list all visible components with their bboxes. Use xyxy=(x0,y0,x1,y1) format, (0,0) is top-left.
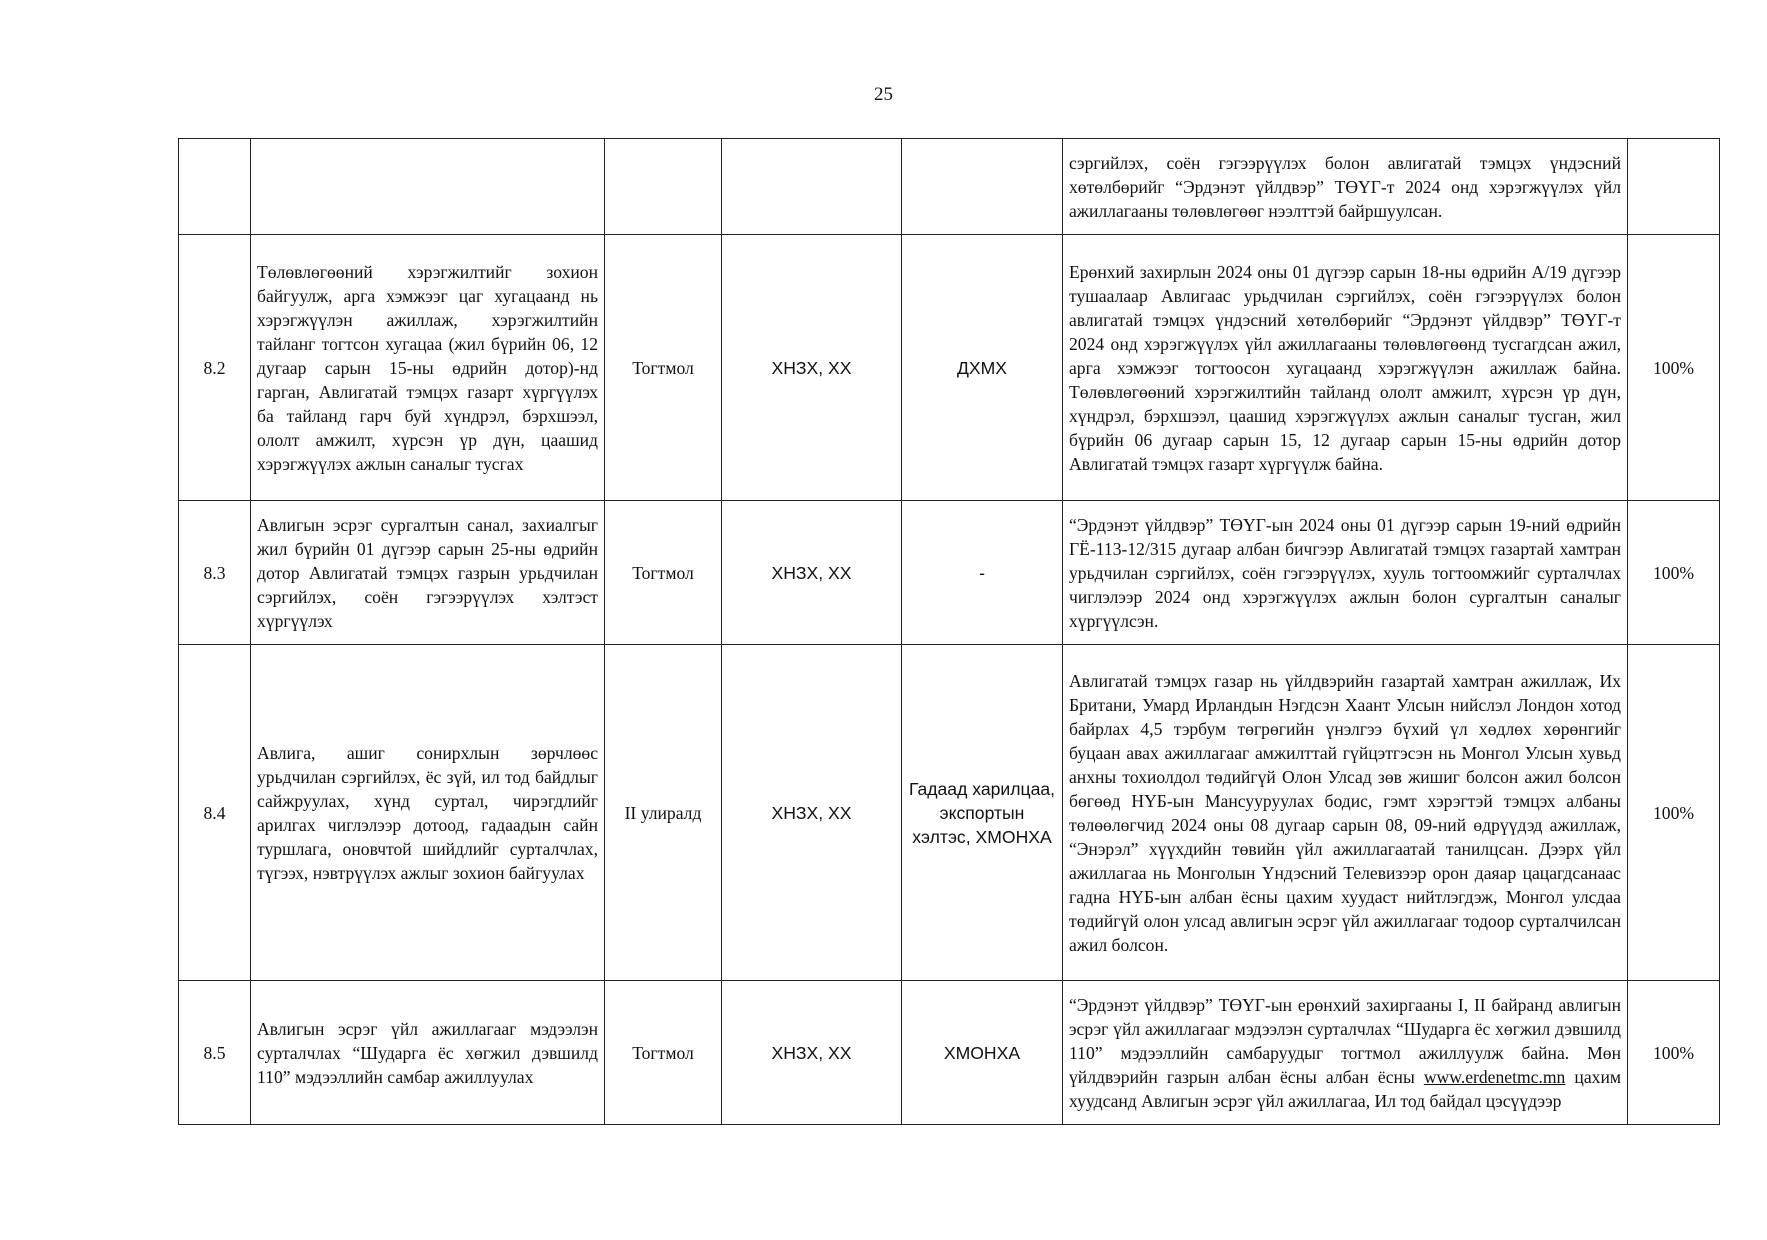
partner-cell: - xyxy=(902,501,1063,645)
row-number: 8.2 xyxy=(179,235,251,501)
responsible-cell xyxy=(722,139,902,235)
frequency-cell: Тогтмол xyxy=(605,235,722,501)
row-number: 8.4 xyxy=(179,645,251,981)
percent-cell: 100% xyxy=(1628,981,1720,1125)
percent-cell: 100% xyxy=(1628,645,1720,981)
percent-cell: 100% xyxy=(1628,501,1720,645)
result-cell xyxy=(1063,981,1628,1125)
task-cell: Авлига, ашиг сонирхлын зөрчлөөс урьдчилан сэргийлэх, ёс зүй, ил тод байдлыг сайжруулах, хүнд суртал, чирэгдлийг арилгах чиглэлээр дотоод, гадаадын сайн туршлага, оновчтой шийдлийг сурталчлах, түгээх, нэвтрүүлэх ажлыг зохион байгуулах xyxy=(251,645,605,981)
responsible-cell: ХНЗХ, ХХ xyxy=(722,235,902,501)
responsible-cell: ХНЗХ, ХХ xyxy=(722,501,902,645)
responsible-cell: ХНЗХ, ХХ xyxy=(722,981,902,1125)
partner-cell: ХМОНХА xyxy=(902,981,1063,1125)
frequency-cell: Тогтмол xyxy=(605,981,722,1125)
result-cell: Ерөнхий захирлын 2024 оны 01 дүгээр сарын 18-ны өдрийн А/19 дүгээр тушаалаар Авлигаас урьдчилан сэргийлэх, соён гэгээрүүлэх болон авлигатай тэмцэх үндэсний хөтөлбөрийг “Эрдэнэт үйлдвэр” ТӨҮГ-т 2024 онд хэрэгжүүлэх үйл ажиллагааны төлөвлөгөөнд тусгагдсан ажил, арга хэмжээг тогтоосон хугацаанд хэрэгжүүлэн ажиллаж байна. Төлөвлөгөөний хэрэгжилтийн тайланд ололт амжилт, хүрсэн үр дүн, хүндрэл, бэрхшээл, цаашид хэрэгжүүлэх ажлын саналыг тусган, жил бүрийн 06 дугаар сарын 15, 12 дугаар сарын 15-ны өдрийн дотор Авлигатай тэмцэх газарт хүргүүлж байна. xyxy=(1063,235,1628,501)
result-text: “Эрдэнэт үйлдвэр” ТӨҮГ-ын ерөнхий захиргааны I, II байранд авлигын эсрэг үйл ажиллагааг мэдээлэн сурталчлах “Шударга ёс хөгжил дэвшилд 110” мэдээллийн самбаруудыг тогтмол ажиллуулж байна. Мөн үйлдвэрийн газрын албан ёсны албан ёсны xyxy=(1069,994,1621,1087)
result-text-cont: цахим хуудсанд Авлигын эсрэг үйл ажиллагаа, Ил тод байдал цэсүүдээр xyxy=(1069,1066,1622,1111)
frequency-cell xyxy=(605,139,722,235)
partner-cell: ДХМХ xyxy=(902,235,1063,501)
task-cell xyxy=(251,139,605,235)
table-row-8-4 xyxy=(179,645,1720,981)
table-row-continuation xyxy=(179,139,1720,235)
partner-cell xyxy=(902,139,1063,235)
frequency-cell: Тогтмол xyxy=(605,501,722,645)
partner-cell: Гадаад харилцаа, экспортын хэлтэс, ХМОНХА xyxy=(902,645,1063,981)
row-number: 8.3 xyxy=(179,501,251,645)
page-number: 25 xyxy=(874,84,893,105)
row-number xyxy=(179,139,251,235)
task-cell: Авлигын эсрэг үйл ажиллагааг мэдээлэн сурталчлах “Шударга ёс хөгжил дэвшилд 110” мэдээллийн самбар ажиллуулах xyxy=(251,981,605,1125)
task-cell: Авлигын эсрэг сургалтын санал, захиалгыг жил бүрийн 01 дүгээр сарын 25-ны өдрийн дотор Авлигатай тэмцэх газрын урьдчилан сэргийлэх, соён гэгээрүүлэх хэлтэст хүргүүлэх xyxy=(251,501,605,645)
result-cell: Авлигатай тэмцэх газар нь үйлдвэрийн газартай хамтран ажиллаж, Их Британи, Умард Ирландын Нэгдсэн Хаант Улсын нийслэл Лондон хотод байрлах 4,5 тэрбум төгрөгийн үнэлгээ бүхий үл хөдлөх хөрөнгийг буцаан авах ажиллагааг амжилттай гүйцэтгэсэн нь Монгол Улсын хувьд анхны тохиолдол төдийгүй Олон Улсад зөв жишиг болсон ажил болсон бөгөөд НҮБ-ын Мансууруулах бодис, гэмт хэрэгтэй тэмцэх албаны төлөөлөгчид 2024 оны 08 дугаар сарын 08, 09-ний өдрүүдэд ажиллаж, “Энэрэл” хүүхдийн төвийн үйл ажиллагаатай танилцсан. Дээрх үйл ажиллагаа нь Монголын Үндэсний Телевизээр орон даяар цацагдсанаас гадна НҮБ-ын албан ёсны цахим хуудаст нийтлэгдэж, Монгол улсдаа төдийгүй олон улсад авлигын эсрэг үйл ажиллагааг тодоор сурталчилсан ажил болсон. xyxy=(1063,645,1628,981)
table-row-8-5 xyxy=(179,981,1720,1125)
row-number: 8.5 xyxy=(179,981,251,1125)
result-cell: сэргийлэх, соён гэгээрүүлэх болон авлигатай тэмцэх үндэсний хөтөлбөрийг “Эрдэнэт үйлдвэр” ТӨҮГ-т 2024 онд хэрэгжүүлэх үйл ажиллагааны төлөвлөгөөг нээлттэй байршуулсан. xyxy=(1063,139,1628,235)
website-link[interactable]: www.erdenetmc.mn xyxy=(1423,1066,1566,1087)
percent-cell: 100% xyxy=(1628,235,1720,501)
activity-table xyxy=(178,138,1720,1125)
table-row-8-3 xyxy=(179,501,1720,645)
responsible-cell: ХНЗХ, ХХ xyxy=(722,645,902,981)
frequency-cell: II улиралд xyxy=(605,645,722,981)
table-row-8-2 xyxy=(179,235,1720,501)
percent-cell xyxy=(1628,139,1720,235)
task-cell: Төлөвлөгөөний хэрэгжилтийг зохион байгуулж, арга хэмжээг цаг хугацаанд нь хэрэгжүүлэн ажиллаж, хэрэгжилтийн тайланг тогтсон хугацаа (жил бүрийн 06, 12 дугаар сарын 15-ны өдрийн дотор)-нд гарган, Авлигатай тэмцэх газарт хүргүүлэх ба тайланд гарч буй хүндрэл, бэрхшээл, ололт амжилт, хүрсэн үр дүн, цаашид хэрэгжүүлэх ажлын саналыг тусгах xyxy=(251,235,605,501)
result-cell: “Эрдэнэт үйлдвэр” ТӨҮГ-ын 2024 оны 01 дүгээр сарын 19-ний өдрийн ГЁ-113-12/315 дугаар албан бичгээр Авлигатай тэмцэх газартай хамтран урьдчилан сэргийлэх, соён гэгээрүүлэх, хууль тогтоомжийг сурталчлах чиглэлээр 2024 онд хэрэгжүүлэх ажлын болон сургалтын саналыг хүргүүлсэн. xyxy=(1063,501,1628,645)
